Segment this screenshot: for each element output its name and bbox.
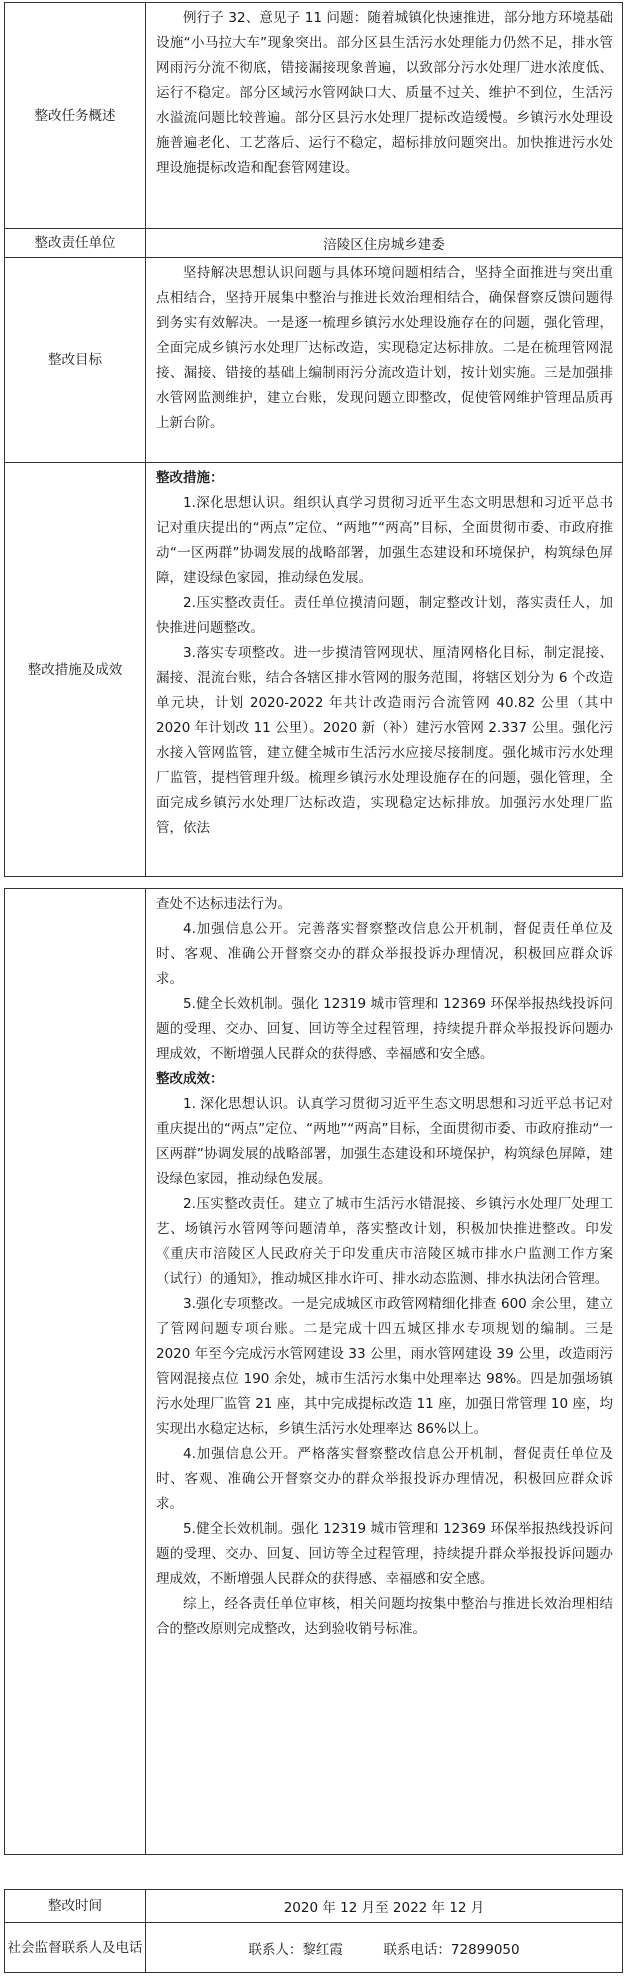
result-4: 4.加强信息公开。严格落实督察整改信息公开机制，督促责任单位及时、客观、准确公开督察交办的群众举报投诉办理情况，积极回应群众诉求。 [156,1446,613,1512]
measure-5: 5.健全长效机制。强化 12319 城市管理和 12369 环保举报热线投诉问题的受理、交办、回复、回访等全过程管理，持续提升群众举报投诉问题办理成效，不断增强人民群众的获得感、幸福感和安全感。 [156,996,613,1062]
result-1: 1. 深化思想认识。认真学习贯彻习近平生态文明思想和习近平总书记对重庆提出的“两点”定位、“两地”“两高”目标，全面贯彻市委、市政府推动“一区两群”协调发展的战略部署，加强生态建设和环境保护，构筑绿色屏障，建设绿色家园，推动绿色发展。 [156,1096,613,1187]
measures-continued-row [5,889,623,1855]
measure-2: 2.压实整改责任。责任单位摸清问题，制定整改计划，落实责任人，加快推进问题整改。 [156,595,613,636]
time-row [5,1890,623,1923]
goal-label: 整改目标 [5,258,146,463]
result-5: 5.健全长效机制。强化 12319 城市管理和 12369 环保举报热线投诉问题的受理、交办、回复、回访等全过程管理，持续提升群众举报投诉问题办理成效，不断增强人民群众的获得感、幸福感和安全感。 [156,1521,613,1587]
task-overview-label: 整改任务概述 [5,3,146,229]
responsible-unit-value: 涪陵区住房城乡建委 [146,229,623,258]
result-summary: 综上，经各责任单位审核，相关问题均按集中整治与推进长效治理相结合的整改原则完成整改，达到验收销号标准。 [156,1596,613,1637]
results-heading: 整改成效： [156,1071,224,1087]
rectification-table-part2 [4,888,623,1855]
measure-4: 4.加强信息公开。完善落实督察整改信息公开机制，督促责任单位及时、客观、准确公开督察交办的群众举报投诉办理情况，积极回应群众诉求。 [156,921,613,987]
task-overview-cell [146,3,623,229]
measure-3-continued: 查处不达标违法行为。 [156,896,291,912]
measures-label: 整改措施及成效 [5,463,146,877]
measures-continued-cell [146,889,623,1855]
measures-cell [146,463,623,877]
contact-label: 社会监督联系人及电话 [5,1923,146,1973]
empty-label-cell [5,889,146,1855]
rectification-table-part3 [4,1889,623,1973]
measures-heading: 整改措施： [156,470,224,486]
contact-row [5,1923,623,1973]
task-overview-text: 例行子 32、意见子 11 问题：随着城镇化快速推进，部分地方环境基础设施“小马拉大车”现象突出。部分区县生活污水处理能力仍然不足，排水管网雨污分流不彻底，错接漏接现象普遍，以致部分污水处理厂进水浓度低、运行不稳定。部分区域污水管网缺口大、质量不过关、维护不到位，生活污水溢流问题比较普遍。部分区县污水处理厂提标改造缓慢。乡镇污水处理设施普遍老化、工艺落后、运行不稳定，超标排放问题突出。加快推进污水处理设施提标改造和配套管网建设。 [156,10,613,176]
measure-1: 1.深化思想认识。组织认真学习贯彻习近平生态文明思想和习近平总书记对重庆提出的“两点”定位、“两地”“两高”目标，全面贯彻市委、市政府推动“一区两群”协调发展的战略部署，加强生态建设和环境保护，构筑绿色屏障，建设绿色家园，推动绿色发展。 [156,495,613,586]
goal-row [5,258,623,463]
goal-text: 坚持解决思想认识问题与具体环境问题相结合，坚持全面推进与突出重点相结合，坚持开展集中整治与推进长效治理相结合，确保督察反馈问题得到务实有效解决。一是逐一梳理乡镇污水处理设施存在的问题，强化管理，全面完成乡镇污水处理厂达标改造，实现稳定达标排放。二是在梳理管网混接、漏接、错接的基础上编制雨污分流改造计划，按计划实施。三是加强排水管网监测维护，建立台账，发现问题立即整改，促使管网维护管理品质再上新台阶。 [156,265,613,431]
result-2: 2.压实整改责任。建立了城市生活污水错混接、乡镇污水处理厂处理工艺、场镇污水管网等问题清单，落实整改计划，积极加快推进整改。印发《重庆市涪陵区人民政府关于印发重庆市涪陵区城市排水户监测工作方案（试行）的通知》，推动城区排水许可、排水动态监测、排水执法闭合管理。 [156,1196,613,1287]
responsible-unit-row [5,229,623,258]
rectification-table-part1 [4,2,623,877]
result-3: 3.强化专项整改。一是完成城区市政管网精细化排查 600 余公里，建立了管网问题专项台账。二是完成十四五城区排水专项规划的编制。三是 2020 年至今完成污水管网建设 33 公里，雨水管网建设 39 公里，改造雨污管网混接点位 190 余处，城市生活污水集中处理率达 98%。四是加强场镇污水处理厂监管 21 座，其中完成提标改造 11 座，加强日常管理 10 座，均实现出水稳定达标，乡镇生活污水处理率达 86%以上。 [156,1296,613,1437]
task-overview-row [5,3,623,229]
contact-value: 联系人：黎红霞 联系电话：72899050 [146,1923,623,1973]
measures-row [5,463,623,877]
responsible-unit-label: 整改责任单位 [5,229,146,258]
measure-3: 3.落实专项整改。进一步摸清管网现状、厘清网格化目标，制定混接、漏接、混流台账，结合各辖区排水管网的服务范围，将辖区划分为 6 个改造单元块，计划 2020-2022 年共计改造雨污合流管网 40.82 公里（其中 2020 年计划改 11 公里）。2020 新（补）建污水管网 2.337 公里。强化污水接入管网监管，建立健全城市生活污水应接尽接制度。强化城市污水处理厂监管，提档管理升级。梳理乡镇污水处理设施存在的问题，强化管理，全面完成乡镇污水处理厂达标改造，实现稳定达标排放。加强污水处理厂监管，依法 [156,645,613,836]
time-value: 2020 年 12 月至 2022 年 12 月 [146,1890,623,1923]
goal-cell [146,258,623,463]
time-label: 整改时间 [5,1890,146,1923]
